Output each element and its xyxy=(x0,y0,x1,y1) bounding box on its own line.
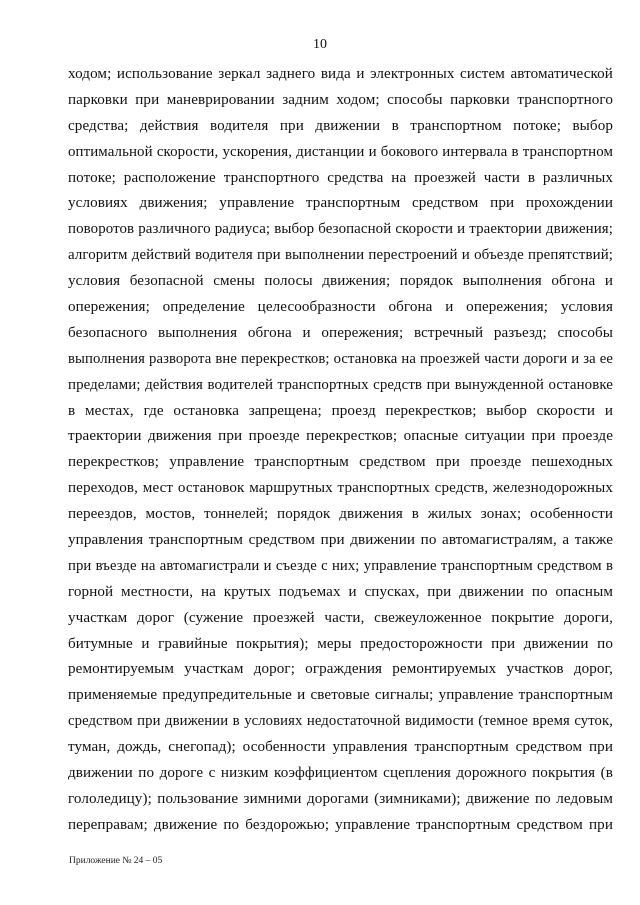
footer-note: Приложение № 24 – 05 xyxy=(69,856,163,866)
text-line: туман, дождь, снегопад); особенности управления транспортным средством при xyxy=(68,739,613,756)
text-line: применяемые предупредительные и световые сигналы; управление транспортным xyxy=(68,687,613,704)
text-line: условиях движения; управление транспортным средством при прохождении xyxy=(68,195,613,212)
text-line: ходом; использование зеркал заднего вида и электронных систем автоматической xyxy=(68,66,613,82)
text-line: траектории движения при проезде перекрестков; опасные ситуации при проезде xyxy=(68,428,613,445)
text-line: опережения; определение целесообразности обгона и опережения; условия xyxy=(68,299,613,316)
text-line: выполнения разворота вне перекрестков; остановка на проезжей части дороги и за ее xyxy=(68,350,613,367)
text-line: средством при движении в условиях недостаточной видимости (темное время суток, xyxy=(68,713,613,730)
text-line: потоке; расположение транспортного средства на проезжей части в различных xyxy=(68,169,613,186)
text-line: участкам дорог (сужение проезжей части, свежеуложенное покрытие дороги, xyxy=(68,609,613,626)
text-line: битумные и гравийные покрытия); меры предосторожности при движении по xyxy=(68,635,613,652)
text-line: перекрестков; управление транспортным средством при проезде пешеходных xyxy=(68,454,613,471)
page-number: 10 xyxy=(313,37,327,52)
text-line: переходов, мест остановок маршрутных транспортных средств, железнодорожных xyxy=(68,480,613,497)
text-line: в местах, где остановка запрещена; проезд перекрестков; выбор скорости и xyxy=(68,402,613,419)
text-line: парковки при маневрировании задним ходом; способы парковки транспортного xyxy=(68,91,613,108)
text-line: безопасного выполнения обгона и опережения; встречный разъезд; способы xyxy=(68,324,613,341)
text-line: средства; действия водителя при движении в транспортном потоке; выбор xyxy=(68,117,613,134)
text-line: переправам; движение по бездорожью; управление транспортным средством при xyxy=(68,816,613,833)
text-line: пределами; действия водителей транспортных средств при вынужденной остановке xyxy=(68,376,613,393)
text-line: условия безопасной смены полосы движения; порядок выполнения обгона и xyxy=(68,273,613,290)
text-line: при въезде на автомагистрали и съезде с них; управление транспортным средством в xyxy=(68,557,613,574)
text-line: движении по дороге с низким коэффициентом сцепления дорожного покрытия (в xyxy=(68,765,613,782)
text-line: горной местности, на крутых подъемах и спусках, при движении по опасным xyxy=(68,583,613,600)
text-line: ремонтируемым участкам дорог; ограждения ремонтируемых участков дорог, xyxy=(68,661,613,678)
text-line: алгоритм действий водителя при выполнении перестроений и объезде препятствий; xyxy=(68,247,613,264)
text-line: управления транспортным средством при движении по автомагистралям, а также xyxy=(68,532,613,549)
text-line: поворотов различного радиуса; выбор безопасной скорости и траектории движения; xyxy=(68,221,613,238)
body-text xyxy=(68,62,613,839)
text-line: гололедицу); пользование зимними дорогами (зимниками); движение по ледовым xyxy=(68,790,613,807)
text-line: переездов, мостов, тоннелей; порядок движения в жилых зонах; особенности xyxy=(68,506,613,523)
text-line: оптимальной скорости, ускорения, дистанции и бокового интервала в транспортном xyxy=(68,143,613,160)
